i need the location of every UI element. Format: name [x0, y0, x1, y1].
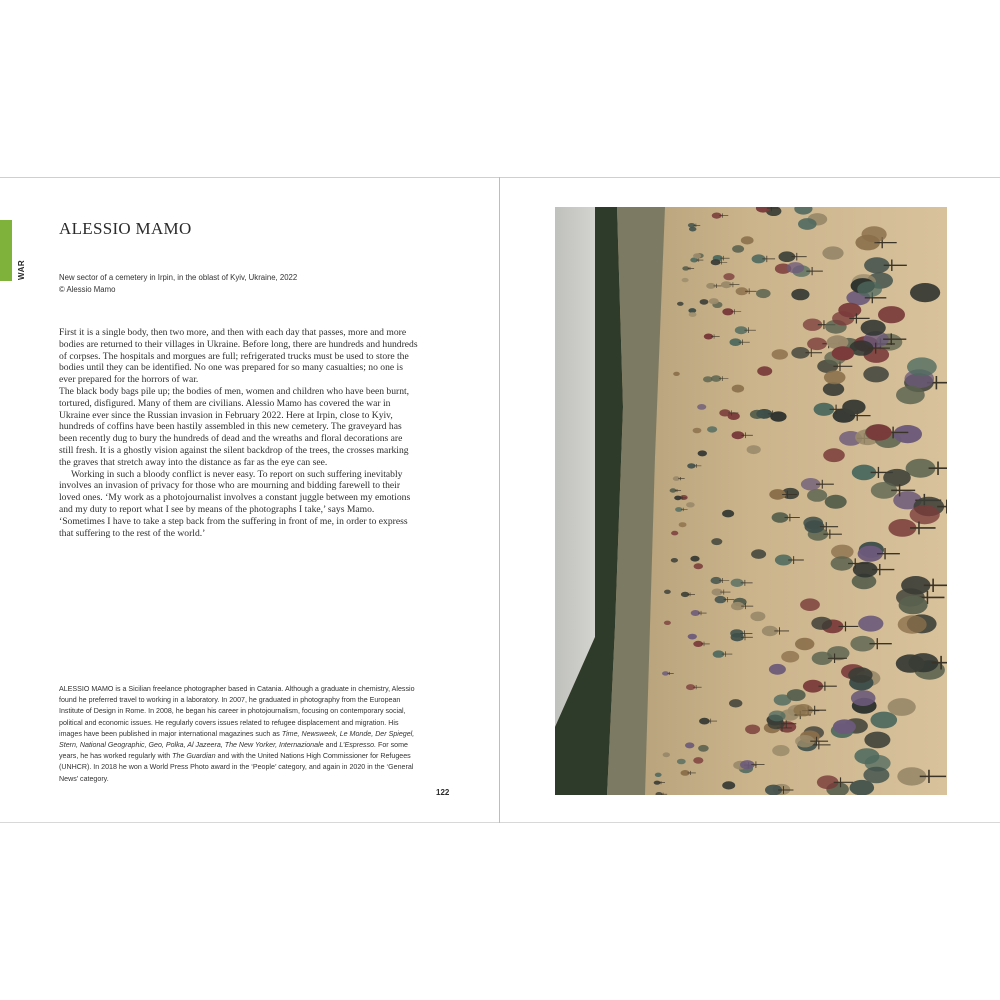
wreath-shape	[910, 283, 940, 302]
wreath-shape	[795, 638, 814, 650]
wreath-shape	[772, 349, 788, 359]
wreath-shape	[663, 752, 670, 757]
wreath-shape	[878, 306, 905, 323]
wreath-shape	[857, 281, 882, 297]
wreath-shape	[800, 598, 820, 611]
wreath-shape	[757, 366, 772, 376]
body-paragraph-2: The black body bags pile up; the bodies of men, women and children who have been burnt, tortured, disfigured. Many of them are civilians. Alessio Mamo has covered the war in Ukraine ever since the Russian invasion in February 2022. Here at Irpin, close to Kyiv, hundreds of coffins have been hastily assembled in this new cemetery. The graveyard has been recently dug to bury the hundreds of dead and the wreaths and floral decorations are still fresh. It is a ghostly vision against the silent backdrop of the trees, the crosses marking the graves that stretch away into the distance as far as the eye can see.	[59, 385, 410, 468]
page-gutter	[499, 177, 500, 823]
wreath-shape	[861, 320, 886, 336]
bio-paragraph: ALESSIO MAMO is a Sicilian freelance photographer based in Catania. Although a graduate in chemistry, Alessio found he preferred travel to working in a laboratory. In 2007, he graduated in photography from the European Institute of Design in Rome. In 2008, he began his career in photojournalism, focusing on contemporary social, political and economic issues. He regularly covers issues related to refugee displacement and migration. His images have been published in major international magazines such as Time, Newsweek, Le Monde, Der Spiegel, Stern, National Geographic, Geo, Polka, Al Jazeera, The New Yorker, Internazionale and L’Espresso. For some years, he has worked regularly with The Guardian and with the United Nations High Commissioner for Refugees (UNHCR). In 2018 he won a World Press Photo award in the ‘People’ category, and again in 2020 in the ‘General News’ category.	[59, 685, 415, 783]
spread-bottom-border	[0, 822, 1000, 823]
wreath-shape	[689, 227, 696, 232]
wreath-shape	[698, 745, 709, 752]
article-body	[59, 327, 419, 539]
wreath-shape	[769, 711, 786, 722]
wreath-shape	[896, 654, 925, 672]
wreath-shape	[711, 538, 722, 545]
wreath-shape	[871, 712, 898, 729]
wreath-shape	[850, 780, 875, 795]
wreath-shape	[741, 236, 754, 244]
spread-top-border	[0, 177, 1000, 178]
wreath-shape	[907, 357, 937, 376]
wreath-shape	[664, 590, 671, 594]
wreath-shape	[833, 719, 856, 734]
wreath-shape	[729, 699, 742, 707]
wreath-shape	[693, 757, 703, 764]
wreath-shape	[899, 596, 928, 615]
wreath-shape	[690, 556, 699, 562]
wreath-shape	[686, 502, 695, 507]
caption-text: New sector of a cemetery in Irpin, in the oblast of Kyiv, Ukraine, 2022	[59, 273, 298, 282]
cemetery-photograph	[555, 207, 947, 795]
wreath-shape	[772, 745, 789, 756]
wreath-shape	[864, 732, 890, 749]
body-paragraph-3: Working in such a bloody conflict is never easy. To report on such suffering inevitably involves an invasion of privacy for those who are mourning and bidding farewell to their loved ones. ‘My work as a photojournalist involves a constant juggle between my emotions and my duty to report what I see by means of the photographs I take,’ says Mamo. ‘Sometimes I have to take a step back from the suffering in front of me, in order to express that suffering to the rest of the world.’	[59, 468, 411, 539]
wreath-shape	[671, 531, 678, 536]
wreath-shape	[842, 400, 865, 415]
wreath-shape	[700, 299, 709, 305]
wreath-shape	[722, 510, 734, 518]
wreath-shape	[854, 748, 879, 764]
wreath-shape	[769, 664, 786, 675]
wreath-shape	[723, 273, 734, 280]
section-tab	[0, 220, 12, 281]
wreath-shape	[698, 450, 707, 456]
cemetery-photo-image	[555, 207, 947, 795]
wreath-shape	[693, 253, 701, 258]
wreath-shape	[798, 218, 817, 230]
wreath-shape	[823, 382, 844, 396]
wreath-shape	[709, 298, 719, 304]
wreath-shape	[655, 773, 662, 777]
page-title: ALESSIO MAMO	[59, 219, 192, 238]
wreath-shape	[693, 428, 702, 434]
wreath-shape	[697, 404, 706, 410]
wreath-shape	[893, 425, 922, 443]
wreath-shape	[825, 495, 847, 509]
wreath-shape	[862, 226, 887, 242]
wreath-shape	[664, 621, 671, 625]
wreath-shape	[888, 698, 916, 716]
wreath-shape	[745, 725, 760, 735]
sky	[555, 207, 595, 727]
wreath-shape	[822, 246, 843, 259]
wreath-shape	[791, 289, 809, 301]
wreath-shape	[750, 612, 765, 622]
caption-credit: © Alessio Mamo	[59, 285, 116, 294]
wreath-shape	[732, 245, 744, 253]
wreath-shape	[787, 689, 806, 701]
wreath-shape	[863, 366, 889, 382]
body-paragraph-1: First it is a single body, then two more, and then with each day that passes, more and more bodies are returned to their villages in Ukraine. Before long, there are hundreds and hundreds of corpses. The hospitals and morgues are full; refrigerated trucks must be used to store the bodies until they can be identified. No one was prepared for so many casualties; no one is ever prepared for the horrors of war.	[59, 327, 418, 386]
wreath-shape	[770, 411, 786, 421]
wreath-shape	[671, 558, 678, 563]
section-label: WAR	[17, 259, 26, 280]
wreath-shape	[824, 371, 846, 385]
wreath-shape	[823, 448, 845, 462]
wreath-shape	[858, 616, 883, 632]
wreath-shape	[688, 634, 697, 640]
page-number: 122	[436, 788, 450, 797]
photographer-bio	[59, 684, 421, 785]
wreath-shape	[898, 615, 927, 633]
wreath-shape	[866, 424, 892, 440]
wreath-shape	[832, 346, 854, 360]
bio-espresso: L’Espresso.	[339, 741, 377, 750]
photo-caption	[59, 272, 359, 296]
wreath-shape	[910, 505, 940, 524]
wreath-shape	[848, 667, 872, 683]
wreath-shape	[707, 426, 717, 432]
wreath-shape	[747, 445, 761, 454]
wreath-shape	[811, 617, 832, 630]
wreath-shape	[679, 522, 687, 527]
bio-publications: Time, Newsweek, Le Monde, Der Spiegel, Stern, National Geographic, Geo, Polka, Al Jazeera, The New Yorker, Internazionale	[59, 729, 415, 750]
wreath-shape	[677, 759, 686, 765]
wreath-shape	[732, 385, 744, 393]
bio-guardian: The Guardian	[172, 752, 216, 761]
wreath-shape	[781, 651, 799, 663]
wreath-shape	[689, 312, 697, 317]
wreath-shape	[694, 563, 703, 569]
wreath-shape	[896, 386, 925, 404]
wreath-shape	[677, 302, 684, 306]
wreath-shape	[756, 289, 771, 298]
wreath-shape	[807, 489, 827, 502]
wreath-shape	[722, 781, 735, 789]
wreath-shape	[751, 549, 766, 559]
wreath-shape	[673, 372, 680, 376]
wreath-shape	[682, 278, 689, 282]
wreath-shape	[787, 262, 805, 273]
wreath-shape	[685, 742, 694, 748]
wreath-shape	[851, 690, 876, 706]
